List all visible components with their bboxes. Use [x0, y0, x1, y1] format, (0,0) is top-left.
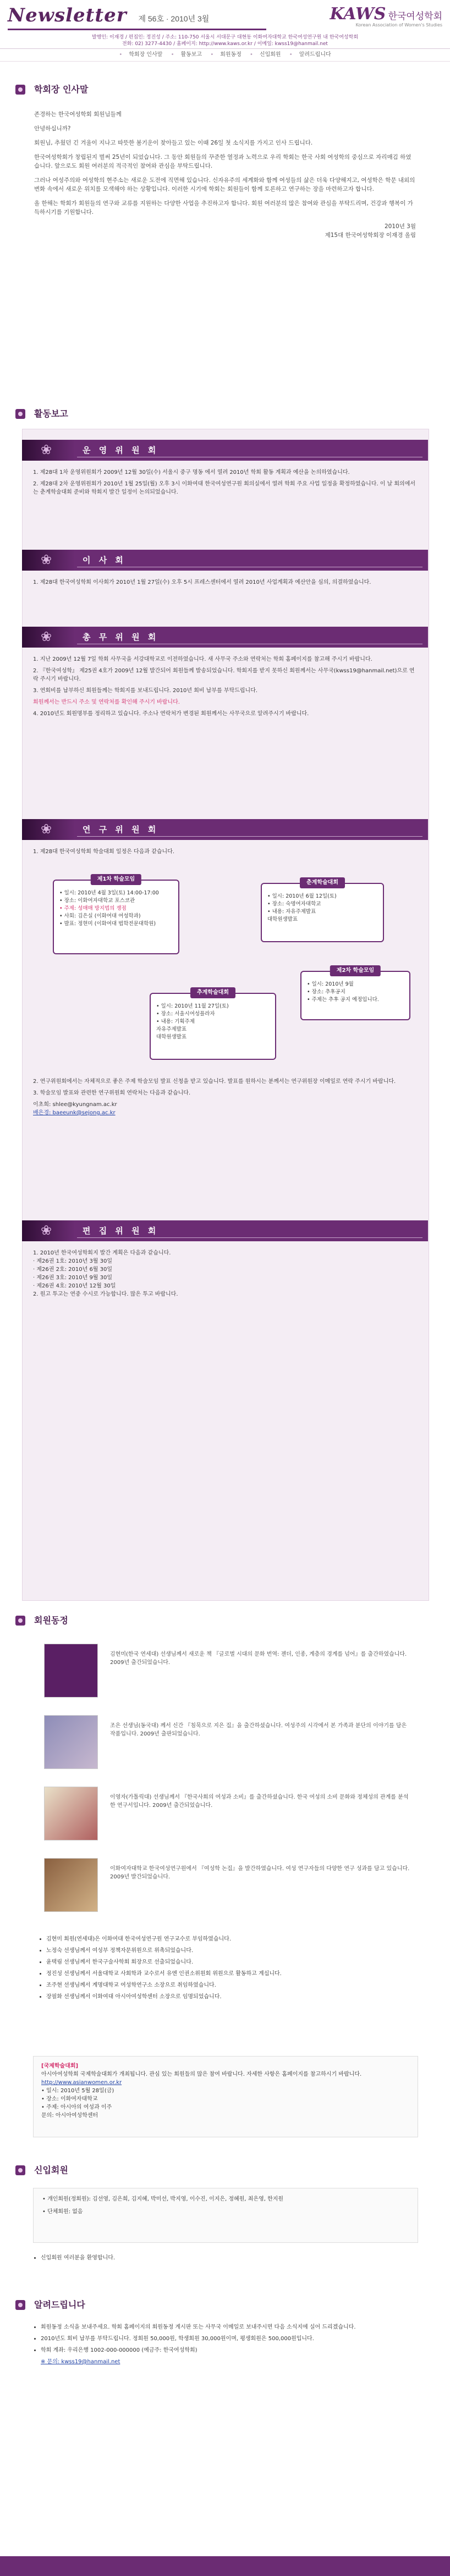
- book-cover-image: [44, 1715, 98, 1769]
- meeting-line: 대학원생발표: [156, 1034, 187, 1040]
- flower-ornament-icon: [22, 440, 75, 461]
- section-bullet-icon: [15, 85, 25, 95]
- report-item: 1. 지난 2009년 12월 7일 학회 사무국을 서강대학교로 이전하였습니다. 새 사무국 주소와 연락처는 학회 홈페이지를 참고해 주시기 바랍니다.: [33, 656, 372, 662]
- report-item: · 제26권 1호: 2010년 3월 30일: [33, 1258, 113, 1264]
- section-heading-members: [12, 1613, 68, 1628]
- meeting-box-1: [53, 876, 179, 954]
- section-heading-greeting: [12, 82, 88, 97]
- member-profile: [33, 1853, 418, 1917]
- member-profile: [33, 1638, 418, 1703]
- notices-list: [33, 2323, 418, 2366]
- call-line: • 일시: 2010년 5월 28일(금): [41, 2088, 114, 2094]
- signature: 제15대 한국여성학회장 이재경 올림: [325, 232, 416, 239]
- book-cover-image: [44, 1787, 98, 1840]
- heading-text: 회원동정: [34, 1615, 68, 1626]
- top-navigation: • 학회장 인사말 • 활동보고 • 회원동정 • 신입회원 • 알려드립니다: [0, 49, 450, 62]
- meeting-line: • 장소: 이화여자대학교 포스코관: [59, 898, 135, 904]
- meeting-line: • 내용: 자유주제발표: [267, 909, 316, 915]
- new-members-box: [33, 2188, 418, 2243]
- call-link[interactable]: http://www.asianwomen.or.kr: [41, 2080, 122, 2086]
- meeting-box-spring: [261, 880, 384, 942]
- member-profile: [33, 1781, 418, 1846]
- nav-new-members[interactable]: 신입회원: [259, 52, 281, 58]
- salutation: 존경하는 한국여성학회 회원님들께: [34, 111, 122, 118]
- heading-text: 학회장 인사말: [34, 84, 89, 95]
- section-heading-notices: [12, 2298, 85, 2312]
- call-title: [국제학술대회]: [41, 2063, 79, 2069]
- heading-text: 신입회원: [34, 2165, 68, 2175]
- banner-title: 총 무 위 원 회: [83, 632, 159, 642]
- member-text: 김현미(한국 연세대) 선생님께서 새로운 책 『글로벌 시대의 문화 번역: 젠더, 인종, 계층의 경계를 넘어』를 출간하였습니다. 2009년 출간되었습니다.: [110, 1651, 407, 1666]
- research-followup: [33, 1077, 418, 1117]
- issue-label: 제 56호 · 2010년 3월: [138, 14, 210, 23]
- editorial-report: [33, 1249, 418, 1298]
- meeting-line: • 주제는 추후 공지 예정입니다.: [307, 997, 379, 1003]
- general-report: [33, 655, 418, 721]
- banner-general: [22, 627, 428, 648]
- report-item: 3. 학술모임 발표와 관련한 연구위원회 연락처는 다음과 같습니다.: [33, 1090, 191, 1096]
- call-body: 아시아여성학회 국제학술대회가 개최됩니다. 관심 있는 회원들의 많은 참여 바랍니다. 자세한 사항은 홈페이지를 참고하시기 바랍니다.: [41, 2071, 362, 2077]
- logo-text: KAWS: [330, 4, 386, 24]
- meeting-line: • 일시: 2010년 6월 12일(토): [267, 893, 337, 899]
- news-item: • 장필화 선생님께서 이화여대 아시아여성학센터 소장으로 임명되었습니다.: [46, 1993, 418, 2001]
- greeting-paragraph: 안녕하십니까?: [34, 125, 71, 132]
- section-heading-activity: [12, 407, 68, 421]
- meeting-title: 추계학술대회: [190, 987, 235, 998]
- nav-notices[interactable]: 알려드립니다: [299, 52, 331, 58]
- greeting-paragraph: 올 한해는 학회가 회원들의 연구와 교류를 지원하는 다양한 사업을 추진하고자 합니다. 회원 여러분의 많은 참여와 관심을 부탁드리며, 건강과 행복이 가득하시기를 기원합니다.: [34, 200, 413, 215]
- greeting-paragraph: 한국여성학회가 창립된지 벌써 25년이 되었습니다. 그 동안 회원들의 꾸준한 열정과 노력으로 우리 학회는 한국 사회 여성학의 중심으로 자리매김 하였습니다. 앞으로도 회원 여러분의 적극적인 참여와 관심을 부탁드립니다.: [34, 154, 411, 169]
- report-item: 1. 제28대 한국여성학회 이사회가 2010년 1월 27일(수) 오후 5시 프레스센터에서 열려 2010년 사업계획과 예산안을 심의, 의결하였습니다.: [33, 579, 371, 585]
- notice-item: • 학회 계좌: 우리은행 1002-000-000000 (예금주: 한국여성학회): [41, 2346, 418, 2354]
- report-item: · 제26권 4호: 2010년 12월 30일: [33, 1283, 116, 1289]
- report-item: 1. 2010년 한국여성학회지 발간 계획은 다음과 같습니다.: [33, 1250, 171, 1256]
- report-item: 2. 제28대 2차 운영위원회가 2010년 1월 25일(월) 오후 3시 이화여대 한국여성연구원 회의실에서 열려 학회 주요 사업 일정을 확정하였습니다. 이 날 회의에서는 춘계학술대회 준비와 학회지 발간 일정이 논의되었습니다.: [33, 481, 416, 495]
- banner-rule: [77, 1237, 422, 1238]
- newsletter-title: [8, 4, 209, 26]
- meeting-line: • 장소: 추후공지: [307, 989, 345, 995]
- board-report: [33, 468, 418, 500]
- book-cover-image: [44, 1644, 98, 1698]
- greeting-paragraph: 그러나 여성주의와 여성학의 현주소는 새로운 도전에 직면해 있습니다. 신자유주의 세계화와 함께 여성들의 삶은 더욱 다양해지고, 여성학은 학문 내외의 변화 속에서 새로운 위치를 모색해야 하는 상황입니다. 이러한 시기에 학회는 회원들이 함께 토론하고 연구하는 장을 마련하고자 합니다.: [34, 177, 415, 192]
- nav-activity[interactable]: 활동보고: [180, 52, 202, 58]
- highlight-notice: 회원께서는 반드시 주소 및 연락처를 확인해 주시기 바랍니다.: [33, 699, 180, 705]
- org-name: 한국여성학회: [388, 11, 442, 22]
- greeting-paragraph: 회원님, 추웠던 긴 겨울이 지나고 따뜻한 봄기운이 찾아들고 있는 이때 26일 첫 소식지를 가지고 인사 드립니다.: [34, 140, 313, 146]
- report-item: 1. 제28대 1차 운영위원회가 2009년 12월 30일(수) 서울시 중구 명동 에서 열려 2010년 학회 활동 계획과 예산을 논의하였습니다.: [33, 469, 350, 476]
- meeting-line: • 장소: 서울시여성플라자: [156, 1011, 215, 1017]
- heading-text: 알려드립니다: [34, 2299, 85, 2310]
- book-cover-image: [44, 1858, 98, 1912]
- news-item: • 노정숙 선생님께서 여성부 정책자문위원으로 위촉되었습니다.: [46, 1947, 418, 1955]
- notice-item: • 2010년도 회비 납부를 부탁드립니다. 정회원 50,000원, 학생회원 30,000원이며, 평생회원은 500,000원입니다.: [41, 2335, 418, 2343]
- meeting-line: • 일시: 2010년 11월 27일(토): [156, 1003, 229, 1009]
- section-bullet-icon: [15, 1616, 25, 1626]
- conference-call-box: [33, 2056, 418, 2137]
- banner-editorial: [22, 1220, 428, 1241]
- section-bullet-icon: [15, 2300, 25, 2310]
- banner-board: [22, 440, 428, 461]
- report-item: 4. 2010년도 회원명부를 정리하고 있습니다. 주소나 연락처가 변경된 회원께서는 사무국으로 알려주시기 바랍니다.: [33, 711, 309, 717]
- meeting-title: 춘계학술대회: [300, 877, 345, 888]
- meeting-line: • 내용: 기획주제: [156, 1019, 195, 1025]
- greeting-text: [34, 110, 416, 245]
- contact-email-link[interactable]: ※ 문의: kwss19@hanmail.net: [41, 2359, 120, 2365]
- section-bullet-icon: [15, 409, 25, 419]
- meeting-line: • 장소: 숙명여자대학교: [267, 901, 321, 907]
- banner-research: [22, 819, 428, 840]
- meeting-line: • 사회: 김은실 (이화여대 여성학과): [59, 913, 141, 919]
- member-profile: [33, 1710, 418, 1775]
- call-line: • 주제: 아시아의 여성과 이주: [41, 2104, 112, 2110]
- news-item: • 윤택림 선생님께서 한국구술사학회 회장으로 선출되었습니다.: [46, 1958, 418, 1966]
- member-news-list: [39, 1935, 418, 2004]
- research-intro: [33, 848, 418, 859]
- banner-title: 연 구 위 원 회: [83, 825, 159, 834]
- meeting-line: 자유주제발표: [156, 1026, 187, 1032]
- news-item: • 정진성 선생님께서 서울대학교 사회학과 교수로서 유엔 인권소위원회 위원으로 활동하고 계십니다.: [46, 1970, 418, 1978]
- member-text: 이영자(가톨릭대) 선생님께서 『한국사회의 여성과 소비』를 출간하셨습니다. 한국 여성의 소비 문화와 정체성의 관계를 분석한 연구서입니다. 2009년 출간되었습니다.: [110, 1794, 409, 1809]
- meeting-title: 제2차 학술모임: [330, 965, 381, 976]
- banner-rule: [77, 836, 422, 837]
- sign-block: [34, 222, 416, 240]
- report-item: 2. 『한국여성학』 제25권 4호가 2009년 12월 발간되어 회원들께 발송되었습니다. 학회지를 받지 못하신 회원께서는 사무국(kwss19@hanmail.net)으로 연락 주시기 바랍니다.: [33, 668, 415, 682]
- meeting-title: 제1차 학술모임: [91, 874, 141, 885]
- meeting-box-2: [300, 968, 410, 1020]
- greeting-date: 2010년 3월: [384, 223, 416, 230]
- section-bullet-icon: [15, 2165, 25, 2175]
- flower-ornament-icon: [22, 819, 75, 840]
- contact-line: 이초희: shlee@kyungnam.ac.kr: [33, 1102, 117, 1108]
- new-members-individual: • 개인회원(정회원): 김선영, 김은희, 김지혜, 박미선, 박지영, 이수진, 이지은, 정혜원, 최은영, 한지원: [42, 2196, 284, 2202]
- address-line-2: 전화: 02) 3277-4430 / 홈페이지: http://www.kaws.or.kr / 이메일: kwss19@hanmail.net: [122, 41, 328, 47]
- flower-ornament-icon: [22, 1220, 75, 1241]
- nav-members[interactable]: 회원동정: [220, 52, 242, 58]
- report-item: 3. 연회비를 납부하신 회원들께는 학회지를 보내드립니다. 2010년 회비 납부를 부탁드립니다.: [33, 688, 258, 694]
- member-text: 조은 선생님(동국대) 께서 신간 『침묵으로 지은 집』을 출간하셨습니다. 여성주의 시각에서 본 가족과 분단의 이야기를 담은 작품입니다. 2009년 출판되었습니다.: [110, 1723, 407, 1737]
- org-english-name: Korean Association of Women's Studies: [355, 23, 442, 27]
- meeting-line: • 일시: 2010년 9월: [307, 981, 354, 987]
- news-item: • 김현미 회원(연세대)은 이화여대 한국여성연구원 연구교수로 부임하였습니다.: [46, 1935, 418, 1943]
- title-text: Newsletter: [8, 4, 127, 26]
- publisher-address: [0, 34, 450, 47]
- contact-email-link[interactable]: 배은경: baeeunk@sejong.ac.kr: [33, 1110, 116, 1116]
- meeting-line-highlight: • 주제: 성매매 방지법의 쟁점: [59, 905, 127, 911]
- call-line: 문의: 아시아여성학센터: [41, 2113, 98, 2119]
- banner-title: 편 집 위 원 회: [83, 1226, 159, 1236]
- footer-bar: [0, 2556, 450, 2576]
- report-item: 1. 제28대 한국여성학회 학술대회 일정은 다음과 같습니다.: [33, 849, 175, 855]
- report-item: · 제26권 3호: 2010년 9월 30일: [33, 1275, 113, 1281]
- new-members-note: [33, 2254, 418, 2265]
- notice-item: • 회원동정 소식을 보내주세요. 학회 홈페이지의 회원동정 게시판 또는 사무국 이메일로 보내주시면 다음 소식지에 실어 드리겠습니다.: [41, 2323, 418, 2331]
- masthead: [0, 0, 450, 49]
- note-item: • 신입회원 여러분을 환영합니다.: [41, 2254, 418, 2262]
- report-item: 2. 연구위원회에서는 자체적으로 좋은 주제 학술모임 발표 신청을 받고 있습니다. 발표를 원하시는 분께서는 연구위원장 이메일로 연락 주시기 바랍니다.: [33, 1079, 396, 1085]
- heading-text: 활동보고: [34, 408, 68, 419]
- new-members-group: • 단체회원: 없음: [42, 2209, 83, 2215]
- banner-directors: [22, 550, 428, 571]
- flower-ornament-icon: [22, 550, 75, 571]
- banner-title: 이 사 회: [83, 555, 126, 565]
- address-line-1: 발행인: 이재경 / 편집인: 정진성 / 주소: 110-750 서울시 서대문구 대현동 이화여자대학교 한국여성연구원 내 한국여성학회: [91, 35, 359, 40]
- title-rule: [8, 29, 266, 30]
- meeting-line: • 일시: 2010년 4월 3일(토) 14:00-17:00: [59, 890, 159, 896]
- member-text: 이화여자대학교 한국여성연구원에서 『여성학 논집』을 발간하였습니다. 여성 연구자들의 다양한 연구 성과를 담고 있습니다. 2009년 발간되었습니다.: [110, 1866, 410, 1880]
- report-item: · 제26권 2호: 2010년 6월 30일: [33, 1267, 113, 1273]
- flower-ornament-icon: [22, 627, 75, 648]
- meeting-line: • 발표: 정현미 (이화여대 법학전문대학원): [59, 921, 156, 927]
- news-item: • 조주현 선생님께서 계명대학교 여성학연구소 소장으로 취임하였습니다.: [46, 1981, 418, 1989]
- meeting-line: 대학원생발표: [267, 916, 298, 922]
- nav-greeting[interactable]: 학회장 인사말: [129, 52, 163, 58]
- kaws-logo[interactable]: [330, 4, 442, 27]
- call-line: • 장소: 이화여자대학교: [41, 2096, 98, 2102]
- report-item: 2. 원고 투고는 연중 수시로 가능합니다. 많은 투고 바랍니다.: [33, 1291, 178, 1297]
- directors-report: [33, 578, 418, 590]
- banner-title: 운 영 위 원 회: [83, 445, 159, 455]
- section-heading-new-members: [12, 2163, 68, 2177]
- meeting-box-autumn: [150, 990, 276, 1060]
